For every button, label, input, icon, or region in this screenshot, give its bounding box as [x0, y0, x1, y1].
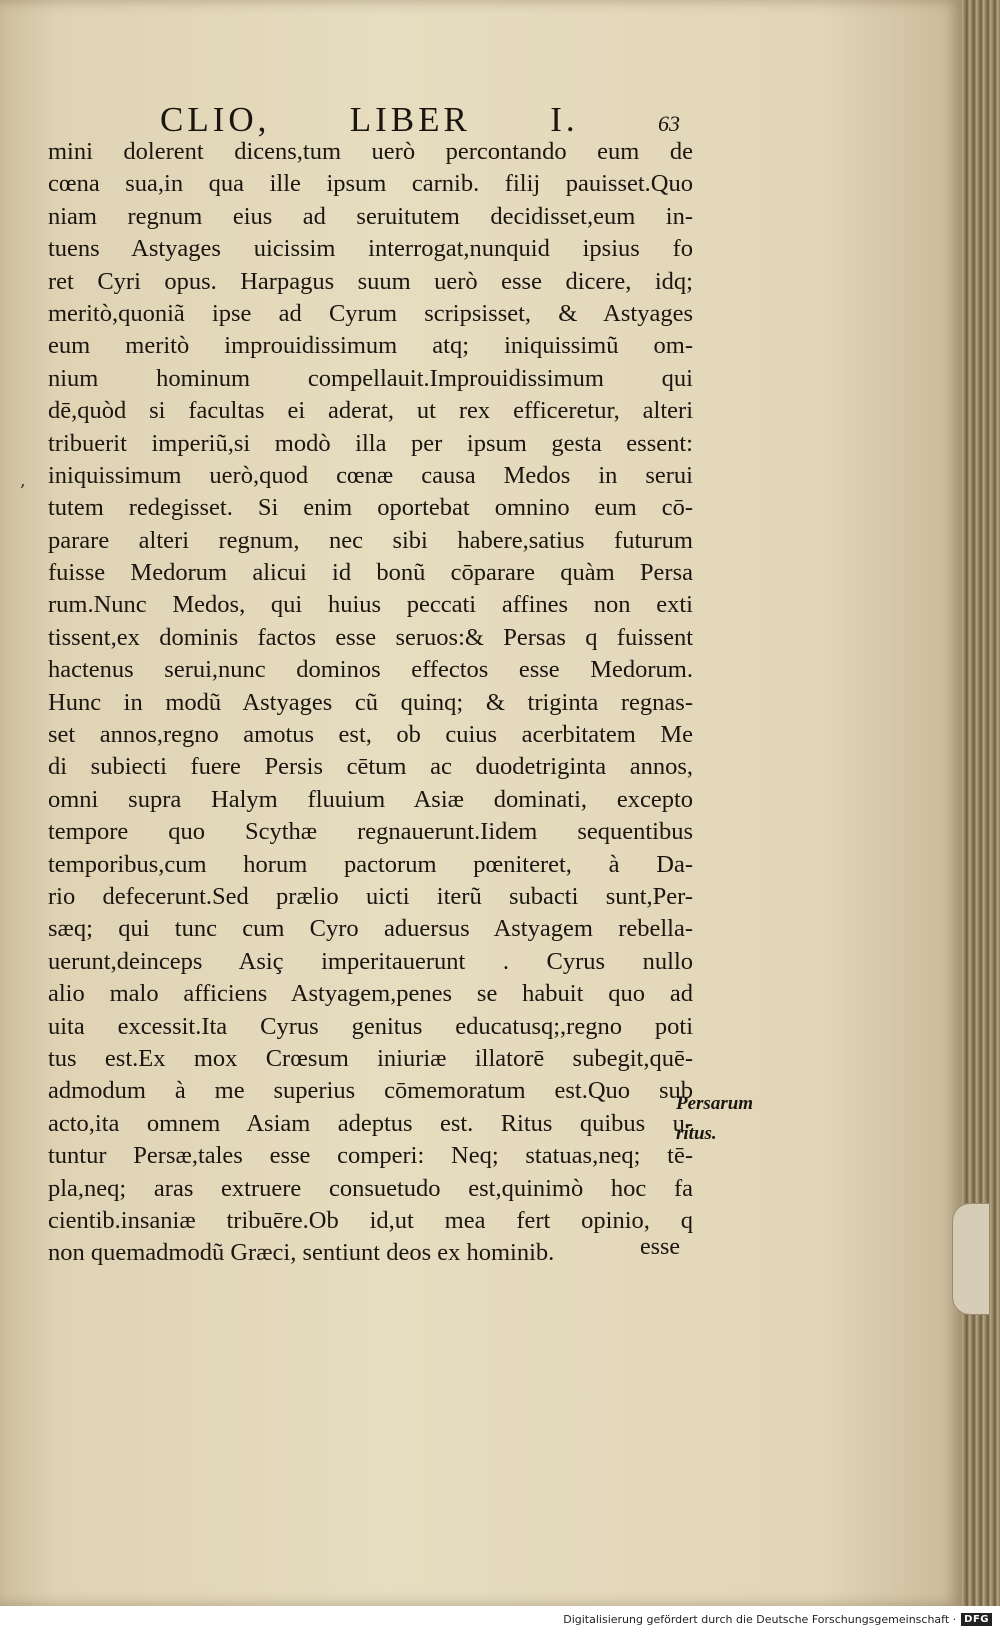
text-line: omni supra Halym fluuium Asiæ dominati, excepto: [48, 785, 693, 813]
text-line: acto,ita omnem Asiam adeptus est. Ritus quibus u-: [48, 1109, 693, 1137]
text-line: fuisse Medorum alicui id bonũ cōparare quàm Persa: [48, 559, 693, 587]
margin-note: [676, 1089, 753, 1149]
catchword: esse: [640, 1234, 680, 1260]
text-line: iniquissimum uerò,quod cœnæ causa Medos in serui: [48, 461, 693, 489]
text-line: meritò,quoniã ipse ad Cyrum scripsisset, & Astyages: [48, 299, 693, 327]
text-line: di subiecti fuere Persis cētum ac duodetriginta annos,: [48, 753, 693, 781]
text-line: tissent,ex dominis factos esse seruos:& Persas q fuissent: [48, 623, 693, 651]
text-line: admodum à me superius cōmemoratum est.Quo sub: [48, 1077, 693, 1105]
text-line: cœna sua,in qua ille ipsum carnib. filij pauisset.Quo: [48, 170, 693, 198]
text-line: tuntur Persæ,tales esse comperi: Neq; statuas,neq; tē-: [48, 1142, 693, 1170]
text-line: eum meritò improuidissimum atq; iniquissimũ om-: [48, 332, 693, 360]
text-line: pla,neq; aras extruere consuetudo est,quinimò hoc fa: [48, 1174, 693, 1202]
running-head-number: I.: [550, 100, 579, 139]
margin-note-line: ritus.: [676, 1123, 717, 1144]
text-line: Hunc in modũ Astyages cũ quinq; & triginta regnas-: [48, 688, 693, 716]
text-line: alio malo afficiens Astyagem,penes se habuit quo ad: [48, 980, 693, 1008]
text-line: nium hominum compellauit.Improuidissimum qui: [48, 364, 693, 392]
text-line: tuens Astyages uicissim interrogat,nunquid ipsius fo: [48, 235, 693, 263]
text-line: temporibus,cum horum pactorum pœniteret, à Da-: [48, 850, 693, 878]
text-line: rum.Nunc Medos, qui huius peccati affines non exti: [48, 591, 693, 619]
margin-mark: ,: [20, 470, 26, 491]
text-line: mini dolerent dicens,tum uerò percontando eum de: [48, 138, 693, 165]
running-head-book: LIBER: [349, 100, 471, 139]
dfg-logo: DFG: [961, 1613, 992, 1626]
text-line: rio defecerunt.Sed prælio uicti iterũ subacti sunt,Per-: [48, 882, 693, 910]
text-line: tribuerit imperiũ,si modò illa per ipsum gesta essent:: [48, 429, 693, 457]
text-line: niam regnum eius ad seruitutem decidisset,eum in-: [48, 202, 693, 230]
running-head-title: CLIO,: [160, 100, 271, 139]
text-line: non quemadmodũ Græci, sentiunt deos ex hominib.: [48, 1239, 555, 1267]
digitization-footer: [0, 1606, 1000, 1633]
text-line: tempore quo Scythæ regnauerunt.Iidem sequentibus: [48, 818, 693, 846]
text-line: tutem redegisset. Si enim oportebat omnino eum cō-: [48, 494, 693, 522]
text-line: set annos,regno amotus est, ob cuius acerbitatem Me: [48, 721, 693, 749]
body-text: [48, 136, 693, 1270]
text-line: hactenus serui,nunc dominos effectos esse Medorum.: [48, 656, 693, 684]
text-line: dē,quòd si facultas ei aderat, ut rex efficeretur, alteri: [48, 397, 693, 425]
page-edges: [962, 0, 1000, 1606]
folio-number: 63: [658, 111, 680, 136]
footer-credit: Digitalisierung gefördert durch die Deutsche Forschungsgemeinschaft ·: [563, 1613, 957, 1626]
text-line: uerunt,deinceps Asiç imperitauerunt . Cyrus nullo: [48, 947, 693, 975]
running-head: [160, 100, 680, 140]
text-line: parare alteri regnum, nec sibi habere,satius futurum: [48, 526, 693, 554]
text-line: cientib.insaniæ tribuēre.Ob id,ut mea fert opinio, q: [48, 1206, 693, 1234]
text-line: uita excessit.Ita Cyrus genitus educatusq;,regno poti: [48, 1012, 693, 1040]
text-line: tus est.Ex mox Crœsum iniuriæ illatorē subegit,quē-: [48, 1044, 693, 1072]
margin-note-line: Persarum: [676, 1093, 754, 1114]
text-line: sæq; qui tunc cum Cyro aduersus Astyagem rebella-: [48, 915, 693, 943]
page-tab: [952, 1203, 989, 1315]
text-line: ret Cyri opus. Harpagus suum uerò esse dicere, idq;: [48, 267, 693, 295]
